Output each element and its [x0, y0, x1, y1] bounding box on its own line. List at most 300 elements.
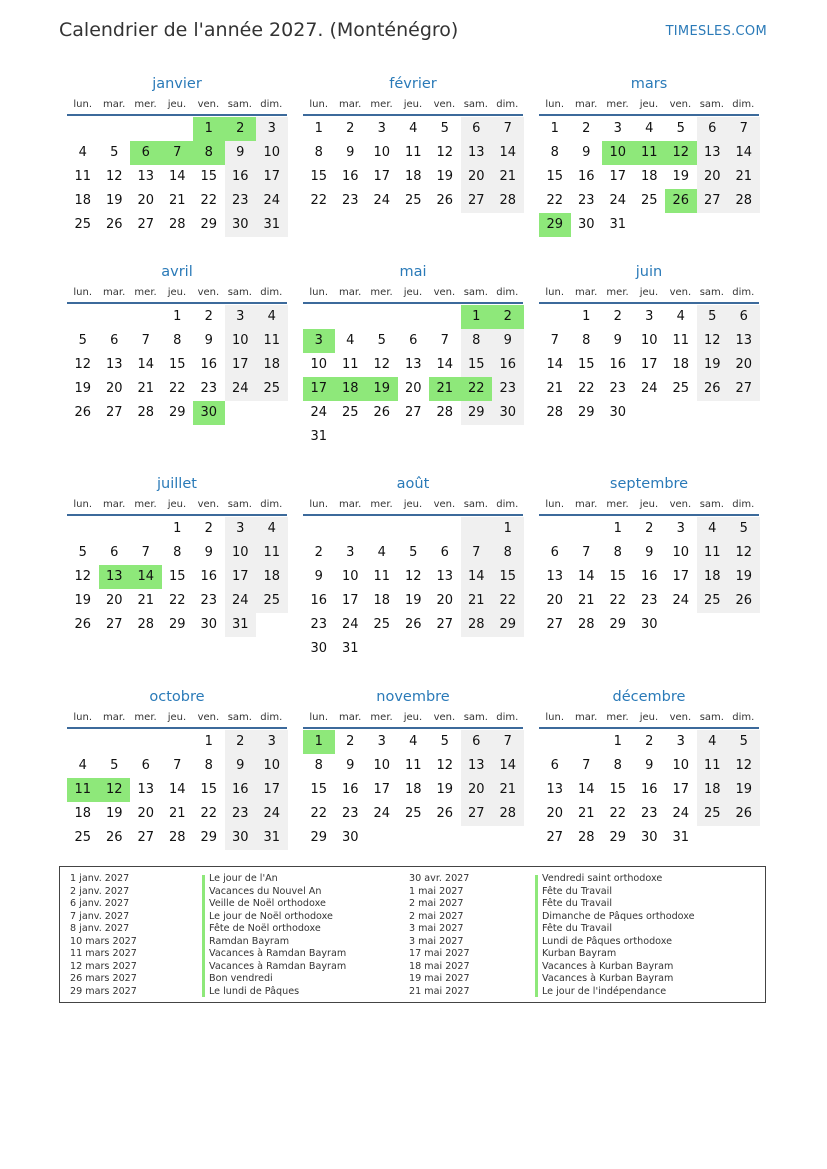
weekday-label: sam.: [699, 712, 724, 723]
weekday-label: lun.: [73, 712, 93, 723]
day-cell: 19: [672, 169, 690, 184]
day-cell: 1: [613, 734, 622, 749]
day-cell: 23: [200, 593, 218, 608]
day-cell: 15: [168, 569, 186, 584]
day-cell: 17: [225, 353, 257, 377]
day-cell: 13: [546, 569, 564, 584]
day-cell: 16: [640, 569, 658, 584]
day-cell: 2: [225, 730, 257, 754]
weekday-label: dim.: [260, 99, 283, 110]
empty-cell: [571, 517, 603, 541]
day-cell: 8: [314, 145, 323, 160]
day-cell: 20: [461, 778, 493, 802]
day-cell: 9: [613, 333, 622, 348]
weekday-label: ven.: [669, 287, 692, 298]
day-cell: 27: [546, 617, 564, 632]
day-cell: 22: [546, 193, 564, 208]
holiday-date: 6 janv. 2027: [70, 898, 130, 909]
day-cell: 5: [78, 545, 87, 560]
month-name: juillet: [157, 476, 197, 492]
day-cell: 12: [105, 169, 123, 184]
day-cell: 2: [582, 121, 591, 136]
day-grid: [539, 305, 759, 425]
day-cell: 2: [613, 309, 622, 324]
day-cell: 19: [697, 353, 729, 377]
day-cell: 16: [492, 353, 524, 377]
weekday-header: [303, 709, 523, 729]
day-cell: 22: [168, 381, 186, 396]
day-cell: 24: [672, 806, 690, 821]
day-cell: 15: [492, 565, 524, 589]
day-cell: 17: [225, 565, 257, 589]
day-cell: 22: [492, 589, 524, 613]
weekday-label: lun.: [545, 99, 565, 110]
day-cell: 13: [436, 569, 454, 584]
weekday-label: ven.: [433, 499, 456, 510]
day-cell: 30: [193, 401, 225, 425]
day-cell: 25: [697, 802, 729, 826]
weekday-label: mer.: [370, 99, 393, 110]
weekday-label: lun.: [309, 99, 329, 110]
weekday-label: sam.: [699, 99, 724, 110]
site-link[interactable]: TIMESLES.COM: [665, 24, 767, 39]
day-cell: 1: [204, 734, 213, 749]
empty-cell: [398, 517, 430, 541]
weekday-label: dim.: [496, 499, 519, 510]
day-cell: 15: [461, 353, 493, 377]
day-cell: 4: [346, 333, 355, 348]
day-cell: 26: [728, 589, 760, 613]
empty-cell: [130, 305, 162, 329]
day-cell: 4: [256, 517, 288, 541]
day-cell: 17: [373, 782, 391, 797]
day-cell: 7: [550, 333, 559, 348]
day-cell: 16: [640, 782, 658, 797]
day-cell: 27: [105, 617, 123, 632]
day-cell: 7: [141, 333, 150, 348]
day-cell: 23: [225, 189, 257, 213]
day-cell: 29: [461, 401, 493, 425]
day-cell: 3: [676, 521, 685, 536]
day-cell: 6: [110, 333, 119, 348]
day-cell: 14: [436, 357, 454, 372]
empty-cell: [634, 401, 666, 425]
day-cell: 27: [461, 802, 493, 826]
month-name: novembre: [376, 689, 450, 705]
day-cell: 10: [310, 357, 328, 372]
day-cell: 25: [404, 193, 422, 208]
day-grid: [67, 117, 287, 237]
day-cell: 9: [582, 145, 591, 160]
day-cell: 27: [436, 617, 454, 632]
day-cell: 2: [314, 545, 323, 560]
empty-cell: [728, 826, 760, 850]
day-cell: 11: [697, 541, 729, 565]
weekday-label: lun.: [73, 287, 93, 298]
day-cell: 9: [225, 141, 257, 165]
day-cell: 1: [314, 121, 323, 136]
weekday-label: ven.: [433, 99, 456, 110]
day-cell: 27: [137, 217, 155, 232]
holiday-name: Le jour de l'indépendance: [542, 985, 667, 997]
day-cell: 14: [137, 357, 155, 372]
holiday-bar: [535, 875, 538, 997]
empty-cell: [634, 213, 666, 237]
empty-cell: [256, 613, 288, 637]
day-cell: 31: [256, 213, 288, 237]
month-9: [67, 685, 287, 850]
empty-cell: [99, 305, 131, 329]
empty-cell: [67, 305, 99, 329]
day-cell: 18: [74, 193, 92, 208]
weekday-label: mar.: [103, 712, 126, 723]
day-cell: 4: [697, 517, 729, 541]
weekday-label: mer.: [370, 712, 393, 723]
day-cell: 26: [665, 189, 697, 213]
day-cell: 16: [200, 569, 218, 584]
day-cell: 4: [409, 121, 418, 136]
empty-cell: [335, 305, 367, 329]
day-cell: 1: [461, 305, 493, 329]
weekday-label: mar.: [575, 712, 598, 723]
day-cell: 8: [204, 758, 213, 773]
day-grid: [303, 117, 523, 213]
month-name: décembre: [612, 689, 686, 705]
weekday-label: jeu.: [167, 499, 187, 510]
day-cell: 27: [404, 405, 422, 420]
day-cell: 29: [539, 213, 571, 237]
day-cell: 7: [173, 758, 182, 773]
month-name: février: [389, 76, 437, 92]
weekday-label: dim.: [260, 712, 283, 723]
holiday-date: 29 mars 2027: [70, 985, 137, 997]
day-cell: 21: [546, 381, 564, 396]
day-cell: 12: [373, 357, 391, 372]
day-cell: 31: [672, 830, 690, 845]
day-cell: 16: [609, 357, 627, 372]
day-grid: [67, 730, 287, 850]
day-cell: 31: [341, 641, 359, 656]
day-cell: 26: [697, 377, 729, 401]
empty-cell: [225, 401, 257, 425]
month-11: [539, 685, 759, 850]
weekday-label: ven.: [197, 712, 220, 723]
weekday-label: dim.: [496, 712, 519, 723]
day-cell: 21: [137, 593, 155, 608]
month-0: [67, 72, 287, 237]
day-cell: 25: [256, 377, 288, 401]
weekday-header: [539, 284, 759, 304]
day-cell: 26: [436, 193, 454, 208]
weekday-label: jeu.: [639, 99, 659, 110]
day-cell: 18: [404, 169, 422, 184]
holiday-date: 11 mars 2027: [70, 948, 137, 959]
day-cell: 19: [105, 193, 123, 208]
day-cell: 13: [461, 141, 493, 165]
day-cell: 10: [672, 758, 690, 773]
weekday-label: mer.: [370, 499, 393, 510]
day-cell: 14: [168, 782, 186, 797]
day-cell: 22: [577, 381, 595, 396]
day-cell: 6: [130, 141, 162, 165]
day-cell: 27: [546, 830, 564, 845]
day-cell: 30: [577, 217, 595, 232]
day-cell: 15: [168, 357, 186, 372]
day-cell: 28: [436, 405, 454, 420]
weekday-label: jeu.: [167, 287, 187, 298]
day-cell: 19: [436, 782, 454, 797]
day-cell: 25: [404, 806, 422, 821]
day-cell: 24: [310, 405, 328, 420]
day-cell: 26: [436, 806, 454, 821]
holiday-name: Le lundi de Pâques: [209, 985, 300, 997]
day-cell: 7: [141, 545, 150, 560]
empty-cell: [429, 637, 461, 661]
day-cell: 14: [728, 141, 760, 165]
weekday-label: lun.: [73, 99, 93, 110]
weekday-label: lun.: [309, 712, 329, 723]
day-cell: 8: [173, 333, 182, 348]
day-cell: 26: [373, 405, 391, 420]
empty-cell: [335, 517, 367, 541]
day-cell: 23: [609, 381, 627, 396]
holiday-date: 3 mai 2027: [409, 935, 464, 947]
day-cell: 1: [550, 121, 559, 136]
day-cell: 31: [609, 217, 627, 232]
holiday-date: 1 janv. 2027: [70, 873, 130, 884]
day-cell: 19: [404, 593, 422, 608]
day-cell: 4: [697, 730, 729, 754]
empty-cell: [130, 117, 162, 141]
day-cell: 27: [461, 189, 493, 213]
holiday-date: 12 mars 2027: [70, 960, 137, 972]
day-cell: 26: [728, 802, 760, 826]
holiday-name: Vacances du Nouvel An: [209, 885, 322, 897]
empty-cell: [99, 730, 131, 754]
empty-cell: [366, 517, 398, 541]
day-cell: 19: [728, 778, 760, 802]
day-cell: 17: [256, 778, 288, 802]
holiday-date: 2 janv. 2027: [70, 885, 130, 897]
day-cell: 20: [546, 593, 564, 608]
day-cell: 13: [461, 754, 493, 778]
day-grid: [539, 730, 759, 850]
weekday-label: mer.: [606, 712, 629, 723]
day-cell: 18: [256, 353, 288, 377]
empty-cell: [256, 401, 288, 425]
empty-cell: [665, 613, 697, 637]
day-cell: 30: [640, 830, 658, 845]
day-cell: 14: [492, 141, 524, 165]
day-cell: 11: [256, 329, 288, 353]
empty-cell: [665, 213, 697, 237]
weekday-label: mar.: [339, 499, 362, 510]
day-cell: 24: [640, 381, 658, 396]
day-cell: 3: [613, 121, 622, 136]
holiday-name: Fête du Travail: [542, 923, 612, 934]
day-cell: 19: [105, 806, 123, 821]
weekday-label: mar.: [103, 99, 126, 110]
holiday-name: Le jour de Noël orthodoxe: [209, 910, 333, 922]
day-cell: 6: [461, 730, 493, 754]
day-cell: 29: [609, 617, 627, 632]
empty-cell: [303, 305, 335, 329]
day-cell: 25: [373, 617, 391, 632]
day-cell: 20: [546, 806, 564, 821]
empty-cell: [67, 517, 99, 541]
day-cell: 20: [404, 381, 422, 396]
day-cell: 11: [404, 145, 422, 160]
day-cell: 10: [672, 545, 690, 560]
day-cell: 30: [492, 401, 524, 425]
day-cell: 7: [582, 545, 591, 560]
empty-cell: [571, 730, 603, 754]
day-cell: 22: [461, 377, 493, 401]
holiday-date: 1 mai 2027: [409, 885, 464, 897]
day-cell: 5: [440, 121, 449, 136]
empty-cell: [697, 213, 729, 237]
holiday-name: Fête du Travail: [542, 885, 612, 897]
day-cell: 3: [256, 730, 288, 754]
empty-cell: [162, 117, 194, 141]
day-cell: 18: [74, 806, 92, 821]
day-cell: 17: [672, 569, 690, 584]
empty-cell: [67, 117, 99, 141]
day-cell: 15: [310, 169, 328, 184]
day-cell: 5: [728, 517, 760, 541]
day-cell: 1: [173, 309, 182, 324]
day-cell: 3: [256, 117, 288, 141]
day-cell: 26: [74, 617, 92, 632]
day-cell: 27: [697, 189, 729, 213]
empty-cell: [728, 401, 760, 425]
weekday-header: [539, 496, 759, 516]
empty-cell: [366, 305, 398, 329]
empty-cell: [461, 425, 493, 449]
weekday-label: mar.: [339, 287, 362, 298]
weekday-header: [539, 709, 759, 729]
day-cell: 17: [256, 165, 288, 189]
day-cell: 12: [728, 541, 760, 565]
weekday-header: [539, 96, 759, 116]
day-cell: 20: [728, 353, 760, 377]
day-cell: 4: [78, 145, 87, 160]
day-cell: 3: [377, 121, 386, 136]
day-cell: 13: [99, 565, 131, 589]
weekday-label: mer.: [370, 287, 393, 298]
day-cell: 4: [256, 305, 288, 329]
day-cell: 17: [672, 782, 690, 797]
day-cell: 8: [314, 758, 323, 773]
weekday-label: jeu.: [167, 712, 187, 723]
weekday-label: mer.: [134, 499, 157, 510]
day-cell: 11: [341, 357, 359, 372]
empty-cell: [303, 517, 335, 541]
empty-cell: [697, 401, 729, 425]
day-cell: 28: [461, 613, 493, 637]
empty-cell: [398, 305, 430, 329]
day-cell: 2: [492, 305, 524, 329]
day-cell: 12: [728, 754, 760, 778]
day-cell: 19: [728, 565, 760, 589]
empty-cell: [429, 305, 461, 329]
day-cell: 17: [640, 357, 658, 372]
day-cell: 3: [225, 305, 257, 329]
day-cell: 21: [168, 193, 186, 208]
empty-cell: [429, 826, 461, 850]
weekday-label: mer.: [606, 499, 629, 510]
weekday-label: lun.: [545, 287, 565, 298]
day-cell: 20: [697, 165, 729, 189]
day-cell: 18: [672, 357, 690, 372]
month-4: [303, 260, 523, 449]
day-cell: 18: [335, 377, 367, 401]
holiday-name: Le jour de l'An: [209, 873, 278, 884]
day-cell: 20: [436, 593, 454, 608]
empty-cell: [697, 613, 729, 637]
month-name: janvier: [152, 76, 202, 92]
holiday-name: Kurban Bayram: [542, 948, 617, 959]
day-cell: 10: [640, 333, 658, 348]
weekday-label: sam.: [699, 499, 724, 510]
empty-cell: [429, 517, 461, 541]
day-cell: 5: [697, 305, 729, 329]
day-cell: 24: [341, 617, 359, 632]
day-cell: 24: [225, 377, 257, 401]
day-cell: 19: [366, 377, 398, 401]
day-cell: 5: [377, 333, 386, 348]
day-grid: [539, 117, 759, 237]
day-cell: 12: [404, 569, 422, 584]
weekday-label: ven.: [197, 99, 220, 110]
day-cell: 18: [373, 593, 391, 608]
day-cell: 20: [461, 165, 493, 189]
month-name: juin: [635, 264, 663, 280]
day-cell: 5: [440, 734, 449, 749]
day-cell: 25: [256, 589, 288, 613]
day-cell: 28: [168, 217, 186, 232]
day-cell: 10: [256, 754, 288, 778]
day-cell: 8: [613, 758, 622, 773]
empty-cell: [539, 730, 571, 754]
day-cell: 2: [346, 734, 355, 749]
day-cell: 9: [645, 758, 654, 773]
empty-cell: [130, 730, 162, 754]
day-cell: 8: [173, 545, 182, 560]
day-cell: 30: [200, 617, 218, 632]
weekday-label: mar.: [575, 287, 598, 298]
day-cell: 25: [74, 830, 92, 845]
day-cell: 18: [697, 778, 729, 802]
day-cell: 22: [310, 806, 328, 821]
weekday-label: sam.: [227, 99, 252, 110]
day-grid: [303, 517, 523, 661]
weekday-label: mer.: [134, 287, 157, 298]
day-cell: 2: [645, 734, 654, 749]
holiday-name: Fête du Travail: [542, 898, 612, 909]
weekday-header: [67, 709, 287, 729]
day-cell: 15: [200, 782, 218, 797]
day-cell: 23: [492, 377, 524, 401]
day-cell: 12: [436, 758, 454, 773]
holiday-name: Vacances à Ramdan Bayram: [209, 960, 347, 972]
day-cell: 9: [204, 545, 213, 560]
day-cell: 4: [676, 309, 685, 324]
month-2: [539, 72, 759, 237]
empty-cell: [429, 425, 461, 449]
day-cell: 1: [173, 521, 182, 536]
weekday-label: jeu.: [403, 99, 423, 110]
